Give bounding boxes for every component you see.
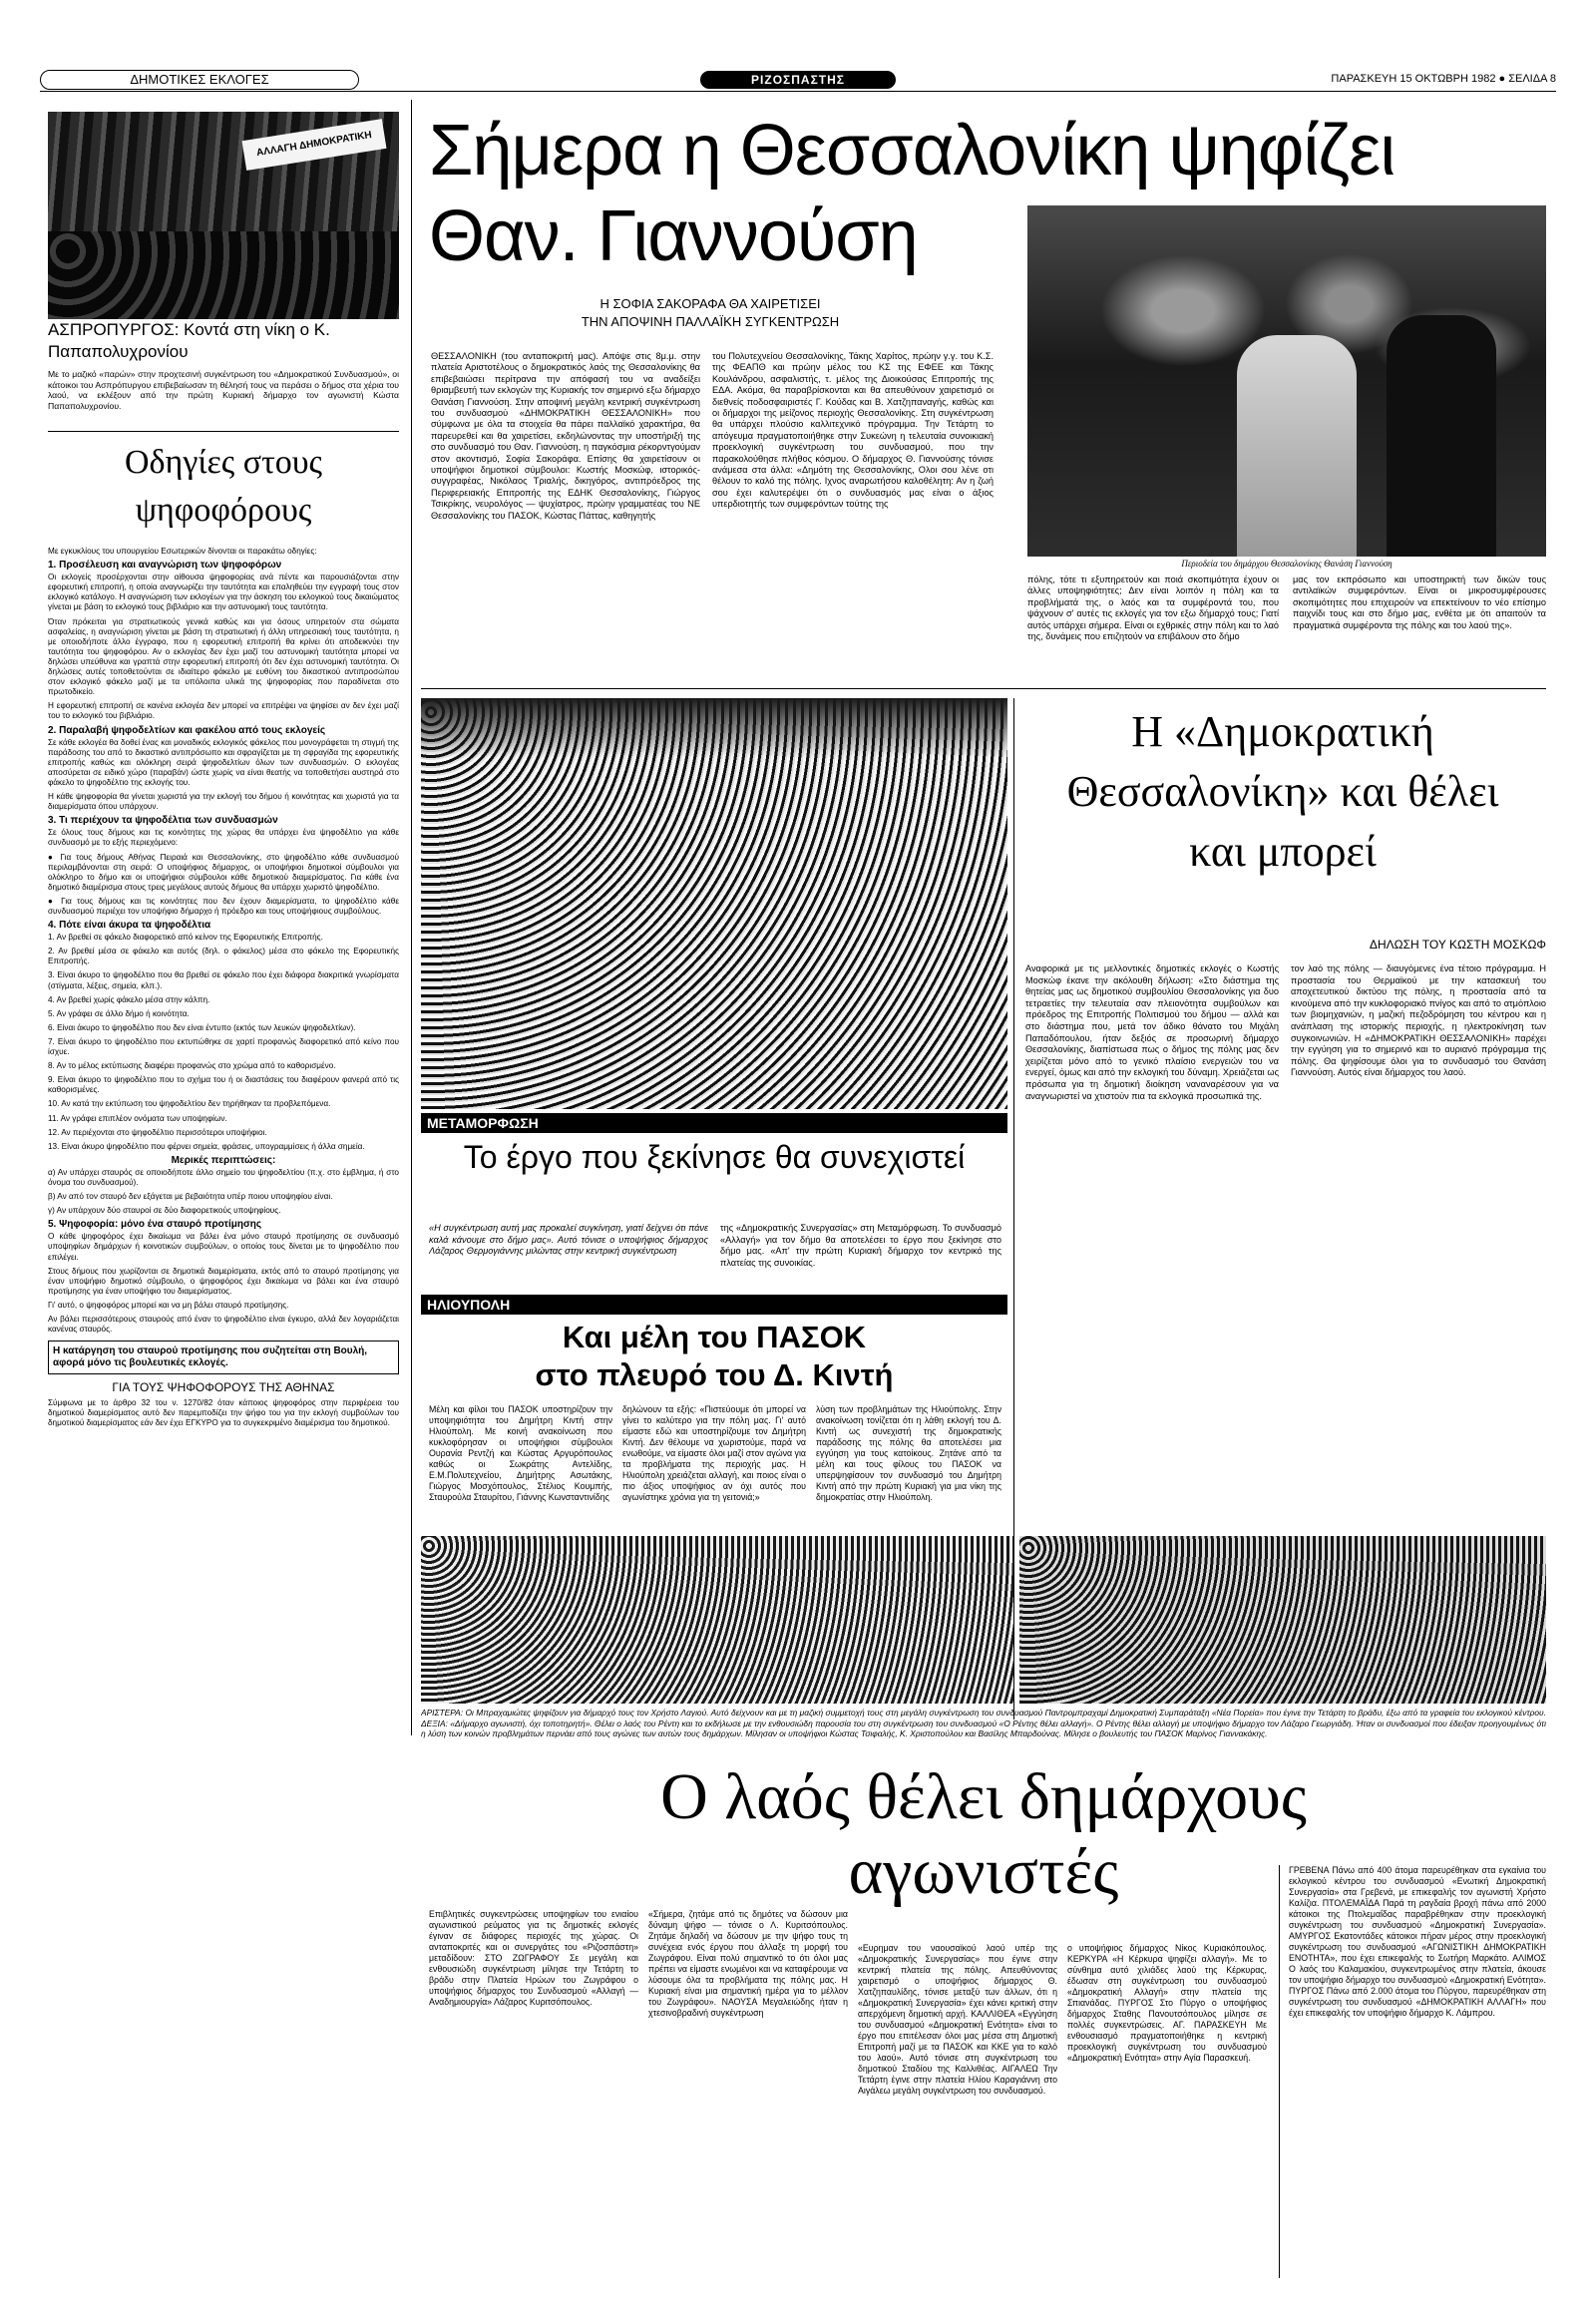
- section-4-title: 4. Πότε είναι άκυρα τα ψηφοδέλτια: [48, 920, 211, 932]
- list-item: 11. Αν γράφει επιπλέον ονόματα των υποψηφίων.: [48, 1113, 227, 1123]
- bottom-col-5: ΓΡΕΒΕΝΑ Πάνω από 400 άτομα παρευρέθηκαν στα εγκαίνια του εκλογικού κέντρου του συνδυασμού «Ενωτική Δημοκρατική Συνεργασία» στα Γρεβενά, με επικεφαλής τον αγωνιστή Χρήστο Καλίζια. ΠΤΟΛΕΜΑΪΔΑ Παρά τη ραγδαία βροχή πάνω από 2000 κάτοικοι της Πτολεμαΐδας παραβρέθηκαν στην προεκλογική συγκέντρωση του συνδυασμού «Δημοκρατική Συνεργασία». ΑΜΥΡΓΟΣ Εκατοντάδες κάτοικοι πήραν μέρος στην προεκλογική συγκέντρωση του συνδυασμού «ΑΓΩΝΙΣΤΙΚΗ ΔΗΜΟΚΡΑΤΙΚΗ ΕΝΟΤΗΤΑ», που έχει επικεφαλής το Σωτήρη Μαρκάτο. ΑΛΙΜΟΣ Ο λαός του Καλαμακίου, συγκεντρωμένος στην πλατεία, άκουσε τον υποψήφιο δήμαρχο του συνδυασμού «Δημοκρατική Ενότητα». ΠΥΡΓΟΣ Πάνω από 2.000 άτομα του Πύργου, παρευρέθηκαν στη συγκέντρωση του συνδυασμού «ΔΗΜΟΚΡΑΤΙΚΗ ΑΛΛΑΓΗ» που έχει επικεφαλής τον υποψήφιο δήμαρχο Κ. Λάμπρου.: [1289, 1865, 1546, 2018]
- list-item: 13. Είναι άκυρο ψηφοδέλτιο που φέρνει σημεία, φράσεις, υπογραμμίσεις ή άλλα σημεία.: [48, 1141, 365, 1151]
- instructions-title: Οδηγίες στους ψηφοφόρους: [124, 444, 323, 529]
- paragraph: Σε όλους τους δήμους και τις κοινότητες της χώρας θα υπάρχει ένα ψηφοδέλτιο για κάθε συνδυασμό με το εξής περιεχόμενο:: [48, 828, 399, 848]
- aspropyrgos-caption: Με το μαζικό «παρών» στην προχτεσινή συγκέντρωση του «Δημοκρατικού Συνδυασμού», οι κάτοικοι του Ασπρόπυργου επιβεβαίωσαν τη θέλησή τους να περάσει ο δήμος στα χέρια του λαού, να εκλέξουν από την πρώτη Κυριακή δήμαρχο τον αγωνιστή Κώστα Παπαπολυχρονίου.: [48, 369, 399, 411]
- section-3-title: 3. Τι περιέχουν τα ψηφοδέλτια των συνδυασμών: [48, 815, 278, 827]
- metamorfosi-col-2: της «Δημοκρατικής Συνεργασίας» στη Μεταμόρφωση. Το συνδυασμό «Αλλαγή» για τον δήμο θα αποτελέσει το έργο που ξεκίνησε στο δήμο μας. «Απ' την πρώτη Κυριακή δήμαρχο τον κεντρικό της πλατείας της συνοικίας.: [720, 1223, 1001, 1268]
- list-item: 2. Αν βρεθεί μέσα σε φάκελο και αυτός (δηλ. ο φάκελος) μέσα στο φάκελο της Εφορευτικής Επιτροπής.: [48, 947, 399, 966]
- bottom-col-2: «Σήμερα, ζητάμε από τις δημότες να δώσουν μια δύναμη ψήφο — τόνισε ο Λ. Κυριτσόπουλος. Ζητάμε δηλαδή να δώσουν με την ψήφο τους τη συνέχεια ενός έργου που άλλαξε τη μορφή του Ζωγράφου. Είναι πολύ σημαντικό το ότι όλοι μας πρέπει να είμαστε ενωμένοι και να καταφέρουμε να λύσουμε όλα τα προβλήματα της πόλης μας. Η Κυριακή είναι μια σημαντική ημέρα για το μέλλον του Ζωγράφου». ΝΑΟΥΣΑ Μεγαλειώδης ήταν η χτεσινοβραδινή συγκέντρωση: [648, 1909, 848, 2018]
- aspropyrgos-title: ΑΣΠΡΟΠΥΡΓΟΣ: Κοντά στη νίκη ο Κ. Παπαπολυχρονίου: [48, 320, 330, 361]
- bottom-col-1: Επιβλητικές συγκεντρώσεις υποψηφίων του ενιαίου αγωνιστικού ρεύματος για τις δημοτικές εκλογές έγιναν σε διάφορες περιοχές της χώρας. Οι ανταποκριτές και οι συνεργάτες του «Ριζοσπάστη» μεταδίδουν: ΣΤΟ ΖΩΓΡΑΦΟΥ Σε μεγάλη και ενθουσιώδη συγκέντρωση μίλησε την Τετάρτη το βράδυ στην Πλατεία Ηρώων του Ζωγράφου ο υποψήφιος δήμαρχος του Συνδυασμού «Αλλαγή — Αναδημιουργία» Λάζαρος Κυριτσόπουλος.: [429, 1909, 638, 2007]
- subhead-line-1: Η ΣΟΦΙΑ ΣΑΚΟΡΑΦΑ ΘΑ ΧΑΙΡΕΤΙΣΕΙ: [599, 296, 821, 311]
- bottom-headline-1: Ο λαός θέλει δημάρχους: [660, 1760, 1307, 1833]
- mayor-tour-caption: Περιοδεία του δημάρχου Θεσσαλονίκης Θανάση Γιαννούση: [1181, 559, 1393, 569]
- section-1-title: 1. Προσέλευση και αναγνώριση των ψηφοφόρων: [48, 560, 282, 572]
- ilioupoli-col-2: δηλώνουν τα εξής: «Πιστεύουμε ότι μπορεί να γίνει το καλύτερο για την πόλη μας. Γι' αυτό είμαστε εδώ και υποστηρίζουμε τον Δημήτρη Κιντή. Δεν θέλουμε να χωριστούμε, παρά να ενωθούμε, να είμαστε όλοι μαζί στον αγώνα για τα προβλήματα της περιοχής μας. Η Ηλιούπολη χρειάζεται αλλαγή, και ποιος είναι ο πιο άξιος υποψήφιος αν όχι αυτός που αγωνίστηκε χρόνια για τη γειτονιά;»: [622, 1404, 806, 1502]
- masthead: [40, 70, 1556, 92]
- moskof-byline: ΔΗΛΩΣΗ ΤΟΥ ΚΩΣΤΗ ΜΟΣΚΩΦ: [1369, 938, 1546, 952]
- moskof-headline: Η «Δημοκρατική Θεσσαλονίκη» και θέλει και μπορεί: [1066, 707, 1499, 876]
- section-5-title: 5. Ψηφοφορία: μόνο ένα σταυρό προτίμησης: [48, 1219, 262, 1231]
- cases-title: Μερικές περιπτώσεις:: [171, 1154, 276, 1166]
- protest-banner: [242, 119, 387, 171]
- section-label-text: ΔΗΜΟΤΙΚΕΣ ΕΚΛΟΓΕΣ: [130, 72, 269, 87]
- paragraph: Ο κάθε ψηφοφόρος έχει δικαίωμα να βάλει ένα μόνο σταυρό προτίμησης σε συνδυασμό υποψηφίων δημάρχων ή κοινοτικών συμβούλων, ο οποίος τους δίνεται με το ψηφοδέλτιο που επιλέγει.: [48, 1232, 399, 1262]
- protest-banner-text: ΑΛΛΑΓΗ ΔΗΜΟΚΡΑΤΙΚΗ: [255, 129, 373, 160]
- paragraph: ● Για τους δήμους και τις κοινότητες που δεν έχουν διαμερίσματα, το ψηφοδέλτιο κάθε συνδυασμού περιέχει τον υποψήφιο δήμαρχο ή πρόεδρο και τους υποψήφιους συμβούλους.: [48, 896, 399, 916]
- rally-photos-caption: ΑΡΙΣΤΕΡΑ: Οι Μπραχαμιώτες ψηφίζουν για δήμαρχό τους τον Χρήστο Λαγιού. Αυτό δείχνουν και με τη μαζική συμμετοχή τους στη μεγάλη συγκέντρωση του συνδυασμού Παντρομπραχαμί Δημοκρατική Συμπαράταξη «Νέα Πορεία» που έγινε την Τετάρτη το βράδυ, έξω από τα γραφεία του εκλογικού κέντρου. ΔΕΞΙΑ: «Δήμαρχο αγωνιστή, όχι τοποτηρητή». Θέλει ο λαός του Ρέντη και το εκδήλωσε με την ενθουσιώδη παρουσία του στη συγκέντρωση του συνδυασμού «Ο Ρέντης θέλει αλλαγή». Ο Ρέντης θέλει αλλαγή με υποψήφιο δήμαρχο τον Λάζαρο Γεωργιάδη. Ήταν οι συνδυασμοί που έδειξαν προηγουμένως ότι η λύση των κοινών προβλημάτων περνάει από τους αγώνες των αυτών τους δημάρχων. Μίλησαν οι υποψήφιοι Κώστας Τσιφαλής, Κ. Χριστοπούλου και Βασίλης Μπαρδούνας. Μίλησε ο βουλευτής του ΠΑΣΟΚ Μαρίνος Γιαννακάκης.: [421, 1708, 1546, 1739]
- bottom-col-4: ο υποψήφιος δήμαρχος Νίκος Κυριακόπουλος. ΚΕΡΚΥΡΑ «Η Κέρκυρα ψηφίζει αλλαγή». Με το σύνθημα αυτό χιλιάδες λαού της Κέρκυρας, έδωσαν στη συγκέντρωση του συνδυασμού «Δημοκρατική Αλλαγή» στην πλατεία της Σπιανάδας. ΠΥΡΓΟΣ Στο Πύργο ο υποψήφιος δήμαρχος Σταθης Πανουτσόπουλος μίλησε σε πολλές συγκεντρώσεις. ΑΓ. ΠΑΡΑΣΚΕΥΗ Με ενθουσιασμό πραγματοποιήθηκε η κεντρική προεκλογική συγκέντρωση του συνδυασμού «Δημοκρατική Ενότητα» στην Αγία Παρασκευή.: [1067, 1943, 1267, 2063]
- ilioupoli-headline: [429, 1319, 999, 1396]
- list-item: 4. Αν βρεθεί χωρίς φάκελο μέσα στην κάλπη.: [48, 994, 210, 1004]
- headline-line-1: Σήμερα η Θεσσαλονίκη ψηφίζει: [429, 111, 1396, 191]
- crowd-silhouettes: [48, 231, 399, 319]
- list-item: α) Αν υπάρχει σταυρός σε οποιοδήποτε άλλο σημείο του ψηφοδελτίου (π.χ. στο έμβλημα, ή στο όνομα του συνδυασμού).: [48, 1167, 399, 1187]
- rally-photo-right: [1019, 1536, 1546, 1704]
- section-2-title: 2. Παραλαβή ψηφοδελτίων και φακέλου από τους εκλογείς: [48, 724, 326, 736]
- subhead-line-2: ΤΗΝ ΑΠΟΨΙΝΗ ΠΑΛΛΑΪΚΗ ΣΥΓΚΕΝΤΡΩΣΗ: [581, 314, 840, 329]
- paragraph: Σε κάθε εκλογέα θα δοθεί ένας και μοναδικός εκλογικός φάκελος που μονογράφεται τη στιγμή της παράδοσης του από το δικαστικό αντιπρόσωπο και σφραγίζεται με τη σφραγίδα της εφορευτικής επιτροπής καθώς και ολόκληρη σειρά ψηφοδελτίων όλων των συνδυασμών. Ο εκλογέας αποσύρεται σε ειδικό χώρο (παραβάν) ώστε χωρίς να είναι θεατής να τοποθετήσει αυστηρά στο φάκελο το ψηφοδέλτιο της εκλογής του.: [48, 737, 399, 787]
- bottom-headline-2: αγωνιστές: [848, 1835, 1119, 1908]
- ilioupoli-col-3: λύση των προβλημάτων της Ηλιούπολης. Στην ανακοίνωση τονίζεται ότι η λάθη εκλογή του Δ. Κιντή ως συνεχιστή της δημοκρατικής παράδοσης της πόλης θα αποτελέσει μια εγγύηση για τους κατοίκους. Ζητάνε από τα μέλη και τους φίλους του ΠΑΣΟΚ να υπερψηφίσουν τον συνδυασμό του Δημήτρη Κιντή από την πρώτη Κυριακή για μια νίκη της δημοκρατίας στην Ηλιούπολη.: [816, 1404, 1001, 1502]
- metamorfosi-headline: Το έργο που ξεκίνησε θα συνεχιστεί: [463, 1139, 966, 1175]
- list-item: 12. Αν περιέχονται στο ψηφοδέλτιο περισσότεροι υποψήφιοι.: [48, 1127, 267, 1137]
- moskof-col-1: Αναφορικά με τις μελλοντικές δημοτικές εκλογές ο Κωστής Μοσκώφ έκανε την ακόλουθη δήλωση: «Στο διάστημα της θητείας μας ως δημοτικού συμβουλίου Θεσσαλονίκης για δυο τετραετίες την τελευταία σαν πλειονότητα συμβούλων και πρόεδρος της Επιτροπής Πολιτισμού του δήμου — αλλά και στο διάστημα που, μετά τον άδικο θάνατο του Μιχάλη Παπαδόπουλου, ήταν δεξιός σε προσωρινή δήμαρχο Θεσσαλονίκης, διαπίστωσα πως ο δήμος της πόλης μας δεν χειρίζεται μόνο από το γενικό πλαίσιο ενεργειών του να ενεργεί, όμως και από την εκλογική του δύναμη. Χρειάζεται ως πρόσωπα για τη δημοτική διοίκηση ναναναρέσουν για να αναγνωριστεί να χτιστούν πια τα εκλογικά προσωπικά της.: [1025, 963, 1279, 1101]
- metamorfosi-label-text: ΜΕΤΑΜΟΡΦΩΣΗ: [427, 1115, 539, 1131]
- thessaloniki-col-2: του Πολυτεχνείου Θεσσαλονίκης, Τάκης Χαρίτος, πρώην γ.γ. του Κ.Σ. της ΦΕΑΠΘ και πρώην μέλος του ΚΣ της ΕΦΕΕ και Τάκης Κουλάνδρου, ασφαλιστής, τ. μέλος της Διοικούσας Επιτροπής της ΕΔΑ. Ακόμα, θα παραβρίσκονται και θα απευθύνουν χαιρετισμό οι διεθνείς ποδοσφαιριστές Γ. Κούδας και Β. Χατζηπαναγής, καθώς και οι δήμαρχοι της μείζονος περιοχής Θεσσαλονίκης. Στη συγκέντρωση θα υπάρχει πλούσιο καλλιτεχνικό πρόγραμμα. Την Τετάρτη το απόγευμα πραγματοποιήθηκε στην Συκεώνη η τελευταία συνοικιακή προεκλογική συγκέντρωση του συνδυασμού, που την παρακολούθησε πλήθος κόσμου. Ο δήμαρχος Θ. Γιαννούσης τόνισε ανάμεσα στα άλλα: «Δημότη της Θεσσαλονίκης, Ολοι σου λένε οτι θέλουν το καλό της πόλης. Ιχνος αναρωτήσου καλοθέλητη: Αν η ζωή σου έχει καλυτερέψει ότι ο συνδυασμός μας είναι ο άξιος υπερδιοτητής των συμφερόντων τούτης της: [712, 351, 994, 510]
- crowd-photo: [421, 698, 1007, 1109]
- ilioupoli-headline-1: Και μέλη του ΠΑΣΟΚ: [562, 1320, 867, 1354]
- paragraph: Οι εκλογείς προσέρχονται στην αίθουσα ψηφοφορίας ανά πέντε και παρουσιάζονται στην εφορευτική επιτροπή, η οποία αναγνωρίζει την ταυτότητα και επαληθεύει την εγγραφή τους στον εκλογικό κατάλογο. Η αναγνώριση των εκλογέων για την άσκηση του εκλογικού τους δικαιώματος γίνεται με βάση το εκλογικό τους βιβλιάριο και την αστυνομική τους ταυτότητα.: [48, 573, 399, 612]
- paper-name-text: ΡΙΖΟΣΠΑΣΤΗΣ: [751, 73, 845, 87]
- list-item: 1. Αν βρεθεί σε φάκελο διαφορετικό από κείνον της Εφορευτικής Επιτροπής.: [48, 933, 323, 943]
- column-rule: [411, 100, 412, 1735]
- thessaloniki-col-3: πόλης, τότε τι εξυπηρετούν και ποιά σκοπιμότητα έχουν οι άλλες υποψηφιότητες; Δεν είναι λοιπόν η πόλη και τα προβλήματά της, ο λαός και τα συμφέροντά του, που ψάχνουν σ' αυτές τις εκλογές για τον εξω δήμαρχό τους; Γιατί αυτός υπάρχει σήμερα. Είναι οι εχθρικές στην πόλη και το λαό της, δυνάμεις που επιζητούν να επιβάλουν στο δήμο: [1027, 574, 1279, 642]
- headline-line-2: Θαν. Γιαννούση: [429, 196, 918, 276]
- column-rule: [1279, 1865, 1280, 2278]
- list-item: 3. Είναι άκυρο το ψηφοδέλτιο που θα βρεθεί σε φάκελο που έχει διάφορα διακριτικά γνωρίσματα (στίγματα, λέξεις, σημεία, κλπ.).: [48, 970, 399, 990]
- paragraph: ● Για τους δήμους Αθήνας Πειραιά και Θεσσαλονίκης, στο ψηφοδέλτιο κάθε συνδυασμού περιλαμβάνονται στη σειρά: Ο υποψήφιος δήμαρχος, οι υποψήφιοι δημοτικοί σύμβουλοι για ολόκληρο το δήμο και οι υποψήφιοι σύμβουλοι κάθε δημοτικού διαμερίσματος. Για κάθε ένα δημοτικό διαμέρισμα στους τρεις μεγάλους αυτούς δήμους θα υπάρχει χωριστό ψηφοδέλτιο.: [48, 852, 399, 892]
- paper-name: [700, 71, 896, 89]
- instructions-body: [48, 547, 399, 2254]
- mayor-tour-photo: [1027, 205, 1546, 557]
- crowd-photo-sky: [421, 698, 1007, 758]
- paragraph: Γι' αυτό, ο ψηφοφόρος μπορεί και να μη βάλει σταυρό προτίμησης.: [48, 1300, 289, 1310]
- ilioupoli-col-1: Μέλη και φίλοι του ΠΑΣΟΚ υποστηρίζουν την υποψηφιότητα του Δημήτρη Κιντή στην Ηλιούπολη. Με κοινή ανακοίνωση που κυκλοφόρησαν οι υποψήφιοι σύμβουλοι Ουρανία Ρεντζή και Κώστας Αργυρόπουλος καθώς οι Σωκράτης Αντελίδης, Ε.Μ.Πολυτεχνείου, Δημήτρης Ασωτάκης, Γιώργος Μοσχόπουλος, Στέλιος Κουμπής, Σταυρούλα Σταυρίτου, Γιάννης Κωνσταντινίδης: [429, 1404, 612, 1502]
- list-item: 6. Είναι άκυρο το ψηφοδέλτιο που δεν είναι έντυπο (εκτός των λευκών ψηφοδελτίων).: [48, 1022, 356, 1032]
- thessaloniki-subhead: [421, 295, 999, 339]
- aspropyrgos-photo: [48, 112, 399, 319]
- metamorfosi-col-1: «Η συγκέντρωση αυτή μας προκαλεί συγκίνηση, γιατί δείχνει ότι πάνε καλά κάνουμε στο δήμο μας». Αυτό τόνισε ο υποψήφιος δήμαρχος Λάζαρος Θερμογιάννης μιλώντας στην κεντρική συγκέντρωση: [429, 1223, 708, 1257]
- thessaloniki-col-1: ΘΕΣΣΑΛΟΝΙΚΗ (του ανταποκριτή μας). Απόψε στις 8μ.μ. στην πλατεία Αριστοτέλους ο δημοκρατικός λαός της Θεσσαλονίκης θα επιβεβαιώσει περίτρανα την απόφασή του να αναδείξει θριαμβευτή των εκλογών της Κυριακής τον σημερινό εξω δήμαρχο Θανάση Γιαννούση. Στην αποψινή μεγάλη κεντρική συγκέντρωση του συνδυασμού «ΔΗΜΟΚΡΑΤΙΚΗ ΘΕΣΣΑΛΟΝΙΚΗ» που σύμφωνα με όλα τα στοιχεία θα πάρει παλλαϊκό χαρακτήρα, θα παρευρεθεί και θα χαιρετίσει, εκδηλώνοντας την υποστήριξή της στο συνδυασμό του Θαν. Γιαννούση, η παγκόσμια ρέκορντγούμαν στον ακοντισμό, Σοφία Σακοράφα. Επίσης θα χαιρετίσουν οι υποψήφιοι δημοτικοί σύμβουλοι: Κωστής Μοσκώφ, ιστορικός-συγγραφέας, Νικόλαος Τριαλής, δικηγόρος, αντιπρόεδρος της Περιφερειακής Επιτροπής της ΕΔΗΚ Θεσσαλονίκης, Γιώργος Τσικρίκης, νευρολόγος — ψυχίατρος, πρώην γραμματέας του ΝΕ Θεσσαλονίκης του ΠΑΣΟΚ, Κώστας Πάττας, καθηγητής: [431, 351, 700, 521]
- rally-photo-left: [421, 1536, 1013, 1704]
- column-rule: [1013, 698, 1014, 1720]
- divider: [421, 688, 1546, 689]
- thessaloniki-col-4: μας τον εκπρόσωπο και υποστηρικτή των δικών τους αντιλαϊκών συμφερόντων. Είναι οι μικροσυμφέρουσες σκοπιμότητες που επιχειρούν να επεκτείνουν το νέο επίσημο παιχνίδι τους και στο δήμο μας, ενθέτα με ότι απαιτούν τα πραγματικά συμφέροντα της πόλης και του λαού της».: [1293, 574, 1546, 630]
- intro: Με εγκυκλίους του υπουργείου Εσωτερικών δίνονται οι παρακάτω οδηγίες:: [48, 547, 317, 556]
- paragraph: Η κάθε ψηφοφορία θα γίνεται χωριστά για την εκλογή του δήμου ή κοινότητας και χωριστά για τα διαμερίσματα όπου υπάρχουν.: [48, 792, 399, 812]
- issue-date: ΠΑΡΑΣΚΕΥΗ 15 ΟΚΤΩΒΡΗ 1982 ● ΣΕΛΙΔΑ 8: [1331, 73, 1556, 85]
- list-item: 9. Είναι άκυρο το ψηφοδέλτιο που το σχήμα του ή οι διαστάσεις του διαφέρουν φανερά από τις καθορισμένες.: [48, 1075, 399, 1095]
- ilioupoli-headline-2: στο πλευρό του Δ. Κιντή: [535, 1357, 894, 1392]
- list-item: 10. Αν κατά την εκτύπωση του ψηφοδελτίου δεν τηρήθηκαν τα προβλεπόμενα.: [48, 1099, 331, 1109]
- figure-in-white: [1237, 335, 1357, 557]
- moskof-col-2: τον λαό της πόλης — διαυγόμενες ένα τέτοιο πρόγραμμα. Η προστασία του Θερμαϊκού με την κατασκευή του αποχετευτικού δικτύου της πόλης, η προστασία από τα κινούμενα από την κυκλοφοριακό πνίγος και από το ατμόπλοιο των βιομηχανιών, η μαζική πεζοδρόμηση του κέντρου και η ανάπλαση της ιστορικής περιοχής, η ηλεκτροκίνηση των συγκοινωνιών. Η «ΔΗΜΟΚΡΑΤΙΚΗ ΘΕΣΣΑΛΟΝΙΚΗ» παρέχει την εγγύηση για το σημερινό και το αυριανό πρόγραμμα της πόλης. Θα ψηφίσουμε όλοι για το συνδυασμό του Θανάση Γιαννούση. Αυτός είναι δήμαρχος του λαού.: [1291, 963, 1546, 1078]
- metamorfosi-label: [421, 1113, 1007, 1133]
- paragraph: Στους δήμους που χωρίζονται σε δημοτικά διαμερίσματα, εκτός από το σταυρό προτίμησης για έναν υποψήφιο δημοτικό σύμβουλο, ο ψηφοφόρος έχει δικαίωμα να βάλει και ένα σταυρό προτίμησης για έναν υποψήφιο του διαμερίσματος.: [48, 1266, 399, 1296]
- bottom-col-3: «Ευρημαν του ναουσαϊκού λαού υπέρ της «Δημοκρατικής Συνεργασίας» που έγινε στην κεντρική πλατεία της πόλης. Απευθύνοντας χαιρετισμό ο υποψήφιος δήμαρχος Θ. Χατζηπαυλίδης, τόνισε μεταξύ των άλλων, ότι η «Δημοκρατική Συνεργασία» έχει κάνει κριτική στην απερχόμενη δημοτική αρχή. ΚΑΛΛΙΘΕΑ «Εγγύηση του συνδυασμού «Δημοκρατική Ενότητα» είναι το έργο που επιτέλεσαν όλοι μας μέσα στη Δημοτική Επιτροπή μαζί με τα ΠΑΣΟΚ και ΚΚΕ για το καλό του λαού». Αυτό τόνισε στη συγκέντρωση του δημοτικού Σταδίου της Καλλιθέας. ΑΙΓΑΛΕΩ Την Τετάρτη έγινε στην πλατεία Ηλίου Καραγιάννη στο Αιγάλεω μεγάλη συγκέντρωση του συνδυασμού.: [858, 1943, 1057, 2096]
- paragraph: Σύμφωνα με το άρθρο 32 του ν. 1270/82 όταν κάποιος ψηφοφόρος στην περιφέρεια του δημοτικού διαμερίσματος αυτό δεν παρεμποδίζει την ψήφο του για την εκλογή συμβούλων του δημοτικού διαμερίσματος εάν δεν έχει ΕΓΚΥΡΟ για το συγκεκριμένο διαμέρισμα του δημοτικού.: [48, 1398, 399, 1428]
- paragraph: Αν βάλει περισσότερους σταυρούς από έναν το ψηφοδέλτιο είναι έγκυρο, αλλά δεν λογαριάζεται κανένας σταυρός.: [48, 1315, 399, 1335]
- list-item: 5. Αν γράφει σε άλλο δήμο ή κοινότητα.: [48, 1008, 190, 1018]
- divider: [48, 431, 399, 432]
- masthead-rule: [40, 91, 1556, 92]
- paragraph: Η εφορευτική επιτροπή σε κανένα εκλογέα δεν μπορεί να επιτρέψει να ψηφίσει αν δεν έχει μαζί του το εκλογικό του βιβλιάριο.: [48, 701, 399, 721]
- list-item: 8. Αν το μέλος εκτύπωσης διαφέρει προφανώς στο χρώμα από το καθορισμένο.: [48, 1061, 336, 1071]
- ilioupoli-label: [421, 1295, 1007, 1315]
- boxed-note: Η κατάργηση του σταυρού προτίμησης που συζητείται στη Βουλή, αφορά μόνο τις βουλευτικές εκλογές.: [48, 1340, 399, 1374]
- list-item: β) Αν από τον σταυρό δεν εξάγεται με βεβαιότητα υπέρ ποιου υποψηφίου είναι.: [48, 1192, 333, 1202]
- paragraph: Όταν πρόκειται για στρατιωτικούς γενικά καθώς και για όσους υπηρετούν στα σώματα ασφαλείας, η αναγνώριση γίνεται με βάση τη στρατιωτική ή άλλη υπηρεσιακή τους ταυτότητα, η με οποιοδήποτε άλλο έγγραφο, που η εφορευτική επιτροπή θα κρίνει ότι αποδεικνύει την ταυτότητα του ψηφοφόρου. Αν ο εκλογέας δεν έχει μαζί του αστυνομική ταυτότητα μπορεί να δηλώσει υπεύθυνα και γραπτά στην εφορευτική επιτροπή ότι δεν έχει αστυνομική ταυτότητα. Οι δηλώσεις αυτές τοποθετούνται σε ιδιαίτερο φάκελο με ευθύνη του δικαστικού αντιπροσώπου στον εκλογικό φάκελο μαζί με τα υπόλοιπα υλικά της ψηφοφορίας που παραδίνεται στο πρωτοδικείο.: [48, 616, 399, 697]
- figure-dark: [1387, 315, 1496, 557]
- section-label: [40, 70, 359, 90]
- list-item: 7. Είναι άκυρο το ψηφοδέλτιο που εκτυπώθηκε σε χαρτί προφανώς διαφορετικό από κείνο που ίσχυε.: [48, 1036, 399, 1057]
- list-item: γ) Αν υπάρχουν δύο σταυροί σε δύο διαφορετικούς υποψηφίους.: [48, 1206, 281, 1216]
- ilioupoli-label-text: ΗΛΙΟΥΠΟΛΗ: [427, 1297, 511, 1313]
- instructions-box: [48, 439, 399, 2254]
- athens-title: ΓΙΑ ΤΟΥΣ ΨΗΦΟΦΟΡΟΥΣ ΤΗΣ ΑΘΗΝΑΣ: [112, 1380, 335, 1395]
